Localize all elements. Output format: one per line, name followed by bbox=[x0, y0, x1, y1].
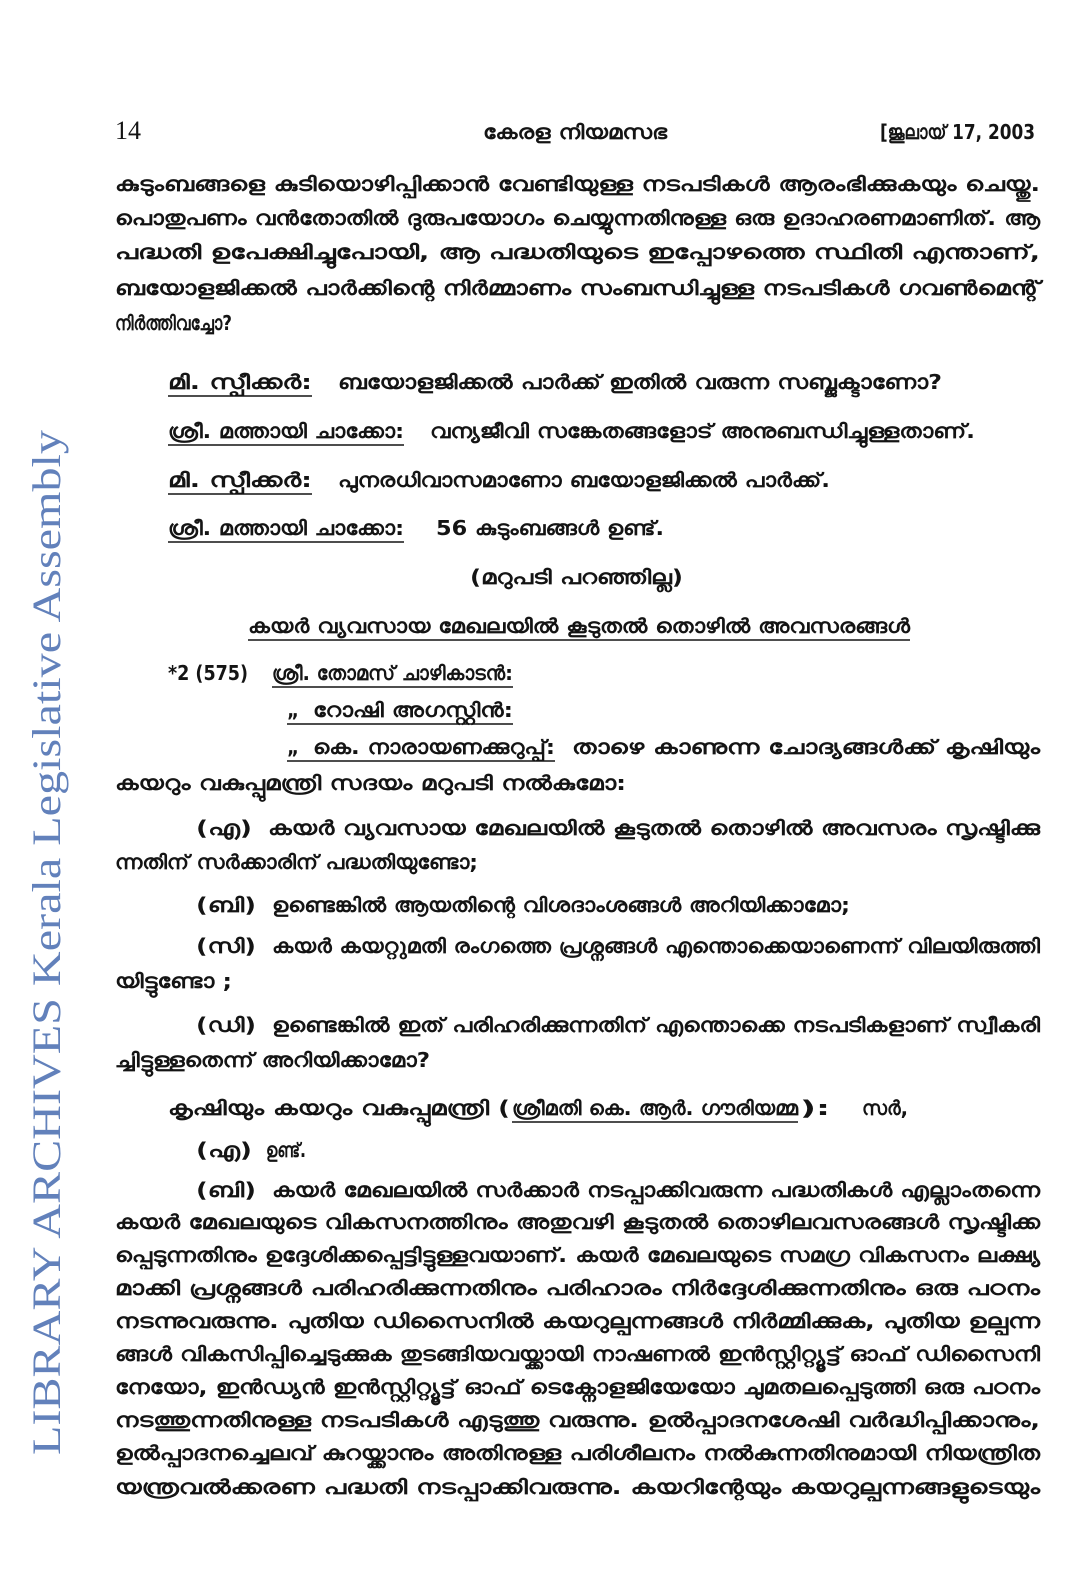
item-line: ച്ചിട്ടുള്ളതെന്ന് അറിയിക്കാമോ? bbox=[115, 1048, 391, 1072]
item-line: യന്ത്രവൽക്കരണ പദ്ധതി നടപ്പാക്കിവരുന്നു. കയറിന്റേയും കയറുല്പന്നങ്ങളുടെയും bbox=[115, 1475, 827, 1499]
page-number: 14 bbox=[115, 116, 141, 145]
speaker-name: മി. സ്പീക്കർ: bbox=[168, 468, 275, 492]
speaker-name: മി. സ്പീക്കർ: bbox=[168, 370, 275, 394]
member-name: ശ്രീ. തോമസ് ചാഴികാടൻ: bbox=[272, 661, 513, 685]
question-intro: താഴെ കാണുന്ന ചോദ്യങ്ങൾക്ക് കൃഷിയും bbox=[572, 735, 938, 759]
running-date: [ജൂലായ് 17, 2003 bbox=[880, 120, 1035, 144]
minister-title: കൃഷിയും കയറും വകുപ്പുമന്ത്രി ( bbox=[168, 1096, 433, 1120]
item-line: കയർ മേഖലയുടെ വികസനത്തിനും അതുവഴി കൂടുതൽ തൊഴിലവസരങ്ങൾ സൃഷ്ടിക്ക bbox=[115, 1210, 877, 1234]
paragraph-line: കുടുംബങ്ങളെ കുടിയൊഴിപ്പിക്കാൻ വേണ്ടിയുള്ള നടപടികൾ ആരംഭിക്കുകയും ചെയ്തു. bbox=[115, 172, 852, 196]
item-line: ഉൽപ്പാദനച്ചെലവ് കുറയ്ക്കാനും അതിനുള്ള പരിശീലനം നൽകുന്നതിനുമായി നിയന്ത്രിത bbox=[115, 1441, 874, 1465]
speaker-name: ശ്രീ. മത്തായി ചാക്കോ: bbox=[168, 516, 404, 540]
paragraph-line: ബയോളജിക്കൽ പാർക്കിന്റെ നിർമ്മാണം സംബന്ധിച്ചുള്ള നടപടികൾ ഗവൺമെന്റ് bbox=[115, 276, 859, 300]
salutation: സർ, bbox=[862, 1096, 908, 1120]
item-label: (എ) bbox=[196, 816, 252, 840]
member-name: റോഷി അഗസ്റ്റിൻ: bbox=[313, 698, 484, 722]
item-line: പ്പെടുന്നതിനും ഉദ്ദേശിക്കപ്പെട്ടിട്ടുള്ളവയാണ്. കയർ മേഖലയുടെ സമഗ്ര വികസനം ലക്ഷ്യ bbox=[115, 1243, 898, 1267]
speech-text: പുനരധിവാസമാണോ ബയോളജിക്കൽ പാർക്ക്. bbox=[338, 468, 768, 492]
item-line: കയർ മേഖലയിൽ സർക്കാർ നടപ്പാക്കിവരുന്ന പദ്ധതികൾ എല്ലാംതന്നെ bbox=[272, 1178, 923, 1202]
minister-name: ശ്രീമതി കെ. ആർ. ഗൗരിയമ്മ bbox=[512, 1096, 785, 1120]
question-number: *2 (575) bbox=[168, 661, 248, 685]
archive-watermark: LIBRARY ARCHIVES Kerala Legislative Assembly bbox=[24, 603, 69, 1455]
paragraph-line: പദ്ധതി ഉപേക്ഷിച്ചുപോയി, ആ പദ്ധതിയുടെ ഇപ്പോഴത്തെ സ്ഥിതി എന്താണ്, bbox=[115, 240, 802, 264]
item-line: നടന്നുവരുന്നു. പുതിയ ഡിസൈനിൽ കയറുല്പന്നങ്ങൾ നിർമ്മിക്കുക, പുതിയ ഉല്പന്ന bbox=[115, 1309, 848, 1333]
minister-suffix: ): bbox=[800, 1096, 830, 1120]
speech-text: വന്യജീവി സങ്കേതങ്ങളോട് അനുബന്ധിച്ചുള്ളതാണ്. bbox=[430, 419, 900, 443]
item-line: നടത്തുന്നതിനുള്ള നടപടികൾ എടുത്തു വരുന്നു. ഉൽപ്പാദനശേഷി വർദ്ധിപ്പിക്കാനും, bbox=[115, 1408, 849, 1432]
ditto-mark: „ bbox=[287, 735, 299, 759]
no-reply-note: (മറുപടി പറഞ്ഞില്ല) bbox=[470, 565, 646, 589]
ditto-mark: „ bbox=[287, 698, 299, 722]
item-line: കയർ കയറ്റുമതി രംഗത്തെ പ്രശ്നങ്ങൾ എന്തൊക്കെയാണെന്ന് വിലയിരുത്തി bbox=[272, 934, 961, 958]
item-label: (ഡി) bbox=[196, 1013, 256, 1037]
speaker-name: ശ്രീ. മത്തായി ചാക്കോ: bbox=[168, 419, 404, 443]
paragraph-line: പൊതുപണം വൻതോതിൽ ദുരുപയോഗം ചെയ്യുന്നതിനുള്ള ഒരു ഉദാഹരണമാണിത്. ആ bbox=[115, 206, 903, 230]
question-heading: കയർ വ്യവസായ മേഖലയിൽ കൂടുതൽ തൊഴിൽ അവസരങ്ങൾ bbox=[248, 614, 827, 638]
item-line: ഉണ്ട്. bbox=[266, 1138, 306, 1162]
item-label: (സി) bbox=[196, 934, 256, 958]
item-line: നേയോ, ഇൻഡ്യൻ ഇൻസ്റ്റിറ്റ്യൂട്ട് ഓഫ് ടെക്നോളജിയേയോ ചുമതലപ്പെടുത്തി ഒരു പഠനം bbox=[115, 1375, 897, 1399]
question-intro: കയറും വകുപ്പുമന്ത്രി സദയം മറുപടി നൽകുമോ: bbox=[115, 771, 529, 795]
speech-text: 56 കുടുംബങ്ങൾ ഉണ്ട്. bbox=[436, 516, 640, 540]
item-line: ന്നതിന് സർക്കാരിന് പദ്ധതിയുണ്ടോ; bbox=[115, 850, 450, 874]
item-line: ഉണ്ടെങ്കിൽ ആയതിന്റെ വിശദാംശങ്ങൾ അറിയിക്കാമോ; bbox=[272, 893, 787, 917]
member-name: കെ. നാരായണക്കുറുപ്പ്: bbox=[313, 735, 526, 759]
item-line: കയർ വ്യവസായ മേഖലയിൽ കൂടുതൽ തൊഴിൽ അവസരം സൃഷ്ടിക്കു bbox=[268, 816, 891, 840]
item-line: മാക്കി പ്രശ്നങ്ങൾ പരിഹരിക്കുന്നതിനും പരിഹാരം നിർദ്ദേശിക്കുന്നതിനും ഒരു പഠനം bbox=[115, 1276, 839, 1300]
item-line: ഉണ്ടെങ്കിൽ ഇത് പരിഹരിക്കുന്നതിന് എന്തൊക്കെ നടപടികളാണ് സ്വീകരി bbox=[272, 1013, 1041, 1037]
item-line: യിട്ടുണ്ടോ ; bbox=[115, 969, 214, 993]
paragraph-line: നിർത്തിവച്ചോ? bbox=[115, 311, 232, 335]
speech-text: ബയോളജിക്കൽ പാർക്ക് ഇതിൽ വരുന്ന സബ്ജക്ടാണോ? bbox=[338, 370, 844, 394]
item-label: (എ) bbox=[196, 1138, 252, 1162]
running-title: കേരള നിയമസഭ bbox=[483, 120, 669, 144]
item-label: (ബി) bbox=[196, 893, 256, 917]
item-line: ങ്ങൾ വികസിപ്പിച്ചെടുക്കുക തുടങ്ങിയവയ്ക്കായി നാഷണൽ ഇൻസ്റ്റിറ്റ്യൂട്ട് ഓഫ് ഡിസൈനി bbox=[115, 1342, 895, 1366]
item-label: (ബി) bbox=[196, 1178, 256, 1202]
